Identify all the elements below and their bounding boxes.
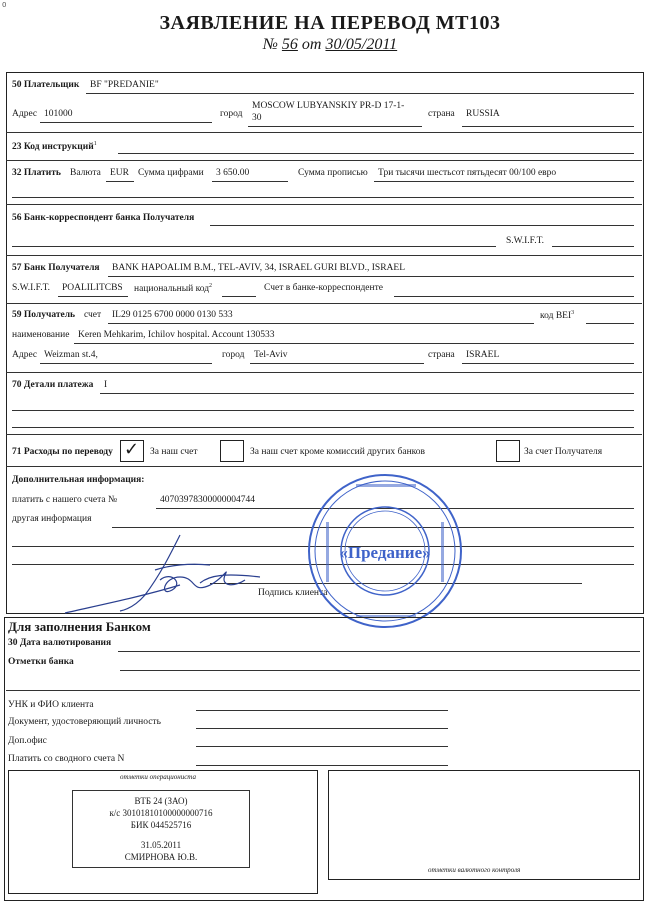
- charges-our-except-checkbox[interactable]: [220, 440, 244, 462]
- bank-stamp-line-2: к/с 30101810100000000716: [109, 808, 213, 818]
- charges-our-checkbox[interactable]: [120, 440, 144, 462]
- beneficiary-country-line: [462, 363, 634, 364]
- currency-value[interactable]: EUR: [110, 168, 129, 178]
- amount-words-value[interactable]: Три тысячи шестьсот пятьдесят 00/100 евро: [378, 168, 557, 178]
- row-divider: [6, 372, 642, 373]
- bei-code-label: [540, 310, 574, 321]
- bene-bank-name[interactable]: BANK HAPOALIM B.M., TEL-AVIV, 34, ISRAEL GURI BLVD., ISRAEL: [112, 263, 406, 273]
- payer-name[interactable]: BF "PREDANIE": [90, 80, 159, 90]
- bank-notes-label: Отметки банка: [8, 657, 74, 667]
- bank-stamp-line-1: ВТБ 24 (ЗАО): [134, 796, 188, 806]
- instruction-code-line: [118, 153, 634, 154]
- charges-beneficiary-checkbox[interactable]: [496, 440, 520, 462]
- bank-stamp-line-6: СМИРНОВА Ю.В.: [124, 852, 198, 862]
- payer-address-line: [40, 122, 212, 123]
- pay-from-account[interactable]: 40703978300000004744: [160, 495, 255, 505]
- page-corner-mark: 0: [2, 1, 7, 9]
- row-divider: [6, 303, 642, 304]
- currency-control-box: [328, 770, 640, 880]
- beneficiary-country[interactable]: ISRAEL: [466, 350, 500, 360]
- national-code-text: национальный код: [134, 284, 210, 295]
- beneficiary-city-line: [250, 363, 424, 364]
- client-signature: [60, 525, 270, 615]
- currency-label: Валюта: [70, 168, 101, 178]
- amount-words-label: Сумма прописью: [298, 168, 368, 178]
- bank-stamp-line-4: [73, 831, 249, 839]
- bank-notes-line-1: [120, 670, 640, 671]
- bank-stamp-line-5: 31.05.2011: [140, 840, 182, 850]
- payer-label: 50 Плательщик: [12, 80, 80, 90]
- bank-stamp-line-3: БИК 044525716: [130, 820, 192, 830]
- bei-code-sup: 3: [571, 310, 575, 316]
- payer-city-line1[interactable]: MOSCOW LUBYANSKIY PR-D 17-1-: [252, 101, 405, 111]
- office-label: Доп.офис: [8, 736, 47, 746]
- instruction-code-text: 23 Код инструкций: [12, 142, 94, 153]
- amount-figures-line: [212, 181, 288, 182]
- payer-address[interactable]: 101000: [44, 109, 73, 119]
- amount-figures-label: Сумма цифрами: [138, 168, 204, 178]
- beneficiary-city-label: город: [222, 350, 245, 360]
- payment-details-label: 70 Детали платежа: [12, 380, 94, 390]
- charges-beneficiary-label: За счет Получателя: [524, 447, 603, 457]
- bank-notes-line-2: [6, 690, 640, 691]
- payer-country-line: [462, 126, 634, 127]
- corr-bank-line-2: [12, 246, 496, 247]
- corr-bank-label: 56 Банк-корреспондент банка Получателя: [12, 213, 195, 223]
- form-date: 30/05/2011: [325, 36, 398, 53]
- bei-code-line: [586, 323, 634, 324]
- national-code-label: [134, 283, 212, 294]
- payer-address-label: Адрес: [12, 109, 38, 119]
- value-date-line: [118, 651, 640, 652]
- payer-name-line: [86, 93, 634, 94]
- beneficiary-account[interactable]: IL29 0125 6700 0000 0130 533: [112, 310, 233, 320]
- row-divider: [6, 434, 642, 435]
- seal-name: «Предание»: [339, 543, 431, 562]
- bank-stamp: [72, 790, 250, 868]
- client-signature-label: Подпись клиента: [258, 588, 328, 598]
- bene-swift-line: [58, 296, 128, 297]
- bene-swift-value[interactable]: POALILITCBS: [62, 283, 123, 293]
- corr-bank-line: [210, 225, 634, 226]
- row-divider: [6, 255, 642, 256]
- national-code-line: [222, 296, 256, 297]
- consolidated-account-label: Платить со сводного счета N: [8, 754, 125, 764]
- beneficiary-name[interactable]: Keren Mehkarim, Ichilov hospital. Account 130533: [78, 330, 275, 340]
- charges-our-except-label: За наш счет кроме комиссий других банков: [250, 447, 426, 457]
- bene-bank-line: [108, 276, 634, 277]
- office-line: [196, 746, 448, 747]
- national-code-sup: 2: [209, 283, 213, 289]
- payer-city-line2[interactable]: 30: [252, 113, 262, 123]
- beneficiary-account-label: счет: [84, 310, 102, 320]
- number-prefix: №: [262, 36, 278, 53]
- details-line-3: [12, 427, 634, 428]
- payer-country-label: страна: [428, 109, 455, 119]
- beneficiary-address[interactable]: Weizman st.4,: [44, 350, 98, 360]
- currency-control-caption: отметки валютного контроля: [428, 866, 521, 874]
- corr-swift-line: [552, 246, 634, 247]
- instruction-code-sup: 1: [93, 141, 97, 147]
- amount-figures-value[interactable]: 3 650.00: [216, 168, 250, 178]
- payment-label: 32 Платить: [12, 168, 61, 178]
- payer-country[interactable]: RUSSIA: [466, 109, 500, 119]
- unk-client-label: УНК и ФИО клиента: [8, 700, 94, 710]
- beneficiary-address-label: Адрес: [12, 350, 38, 360]
- form-title: ЗАЯВЛЕНИЕ НА ПЕРЕВОД МТ103: [159, 12, 501, 34]
- charges-label: 71 Расходы по переводу: [12, 447, 113, 457]
- bank-section-title: Для заполнения Банком: [8, 619, 151, 634]
- payer-city-label: город: [220, 109, 243, 119]
- other-info-label: другая информация: [12, 514, 92, 524]
- pay-from-account-label: платить с нашего счета №: [12, 495, 118, 505]
- unk-client-line: [196, 710, 448, 711]
- beneficiary-name-label: наименование: [12, 330, 70, 340]
- details-line-1: [100, 393, 634, 394]
- value-date-label: 30 Дата валютирования: [8, 638, 112, 648]
- form-number: 56: [281, 36, 298, 53]
- beneficiary-account-line: [108, 323, 534, 324]
- row-divider: [6, 466, 642, 467]
- date-prefix: от: [301, 36, 322, 53]
- details-line-2: [12, 410, 634, 411]
- charges-our-label: За наш счет: [150, 447, 198, 457]
- beneficiary-address-line: [40, 363, 212, 364]
- payment-details-value[interactable]: I: [104, 380, 108, 390]
- form-number-date: [0, 36, 660, 54]
- id-document-line: [196, 728, 448, 729]
- bene-swift-label: S.W.I.F.T.: [12, 283, 51, 293]
- amount-words-line: [374, 181, 634, 182]
- instruction-code-label: [12, 141, 97, 152]
- additional-info-label: Дополнительная информация:: [12, 475, 145, 485]
- row-divider: [6, 132, 642, 133]
- check-icon: ✓: [124, 439, 140, 460]
- amount-words-line-2: [12, 197, 634, 198]
- corr-swift-label: S.W.I.F.T.: [506, 236, 545, 246]
- beneficiary-country-label: страна: [428, 350, 455, 360]
- beneficiary-label: 59 Получатель: [12, 310, 76, 320]
- payer-city-line: [248, 126, 422, 127]
- bei-code-text: код BEI: [540, 311, 572, 322]
- id-document-label: Документ, удостоверяющий личность: [8, 717, 161, 727]
- row-divider: [6, 204, 642, 205]
- beneficiary-city[interactable]: Tel-Aviv: [254, 350, 288, 360]
- organization-seal: [306, 472, 464, 630]
- beneficiary-name-line: [74, 343, 634, 344]
- consolidated-account-line: [196, 765, 448, 766]
- currency-line: [106, 181, 134, 182]
- corr-account-line: [394, 296, 634, 297]
- operator-caption: отметки операциониста: [120, 773, 196, 781]
- bene-bank-label: 57 Банк Получателя: [12, 263, 100, 273]
- corr-account-label: Счет в банке-корреспонденте: [264, 283, 383, 293]
- row-divider: [6, 160, 642, 161]
